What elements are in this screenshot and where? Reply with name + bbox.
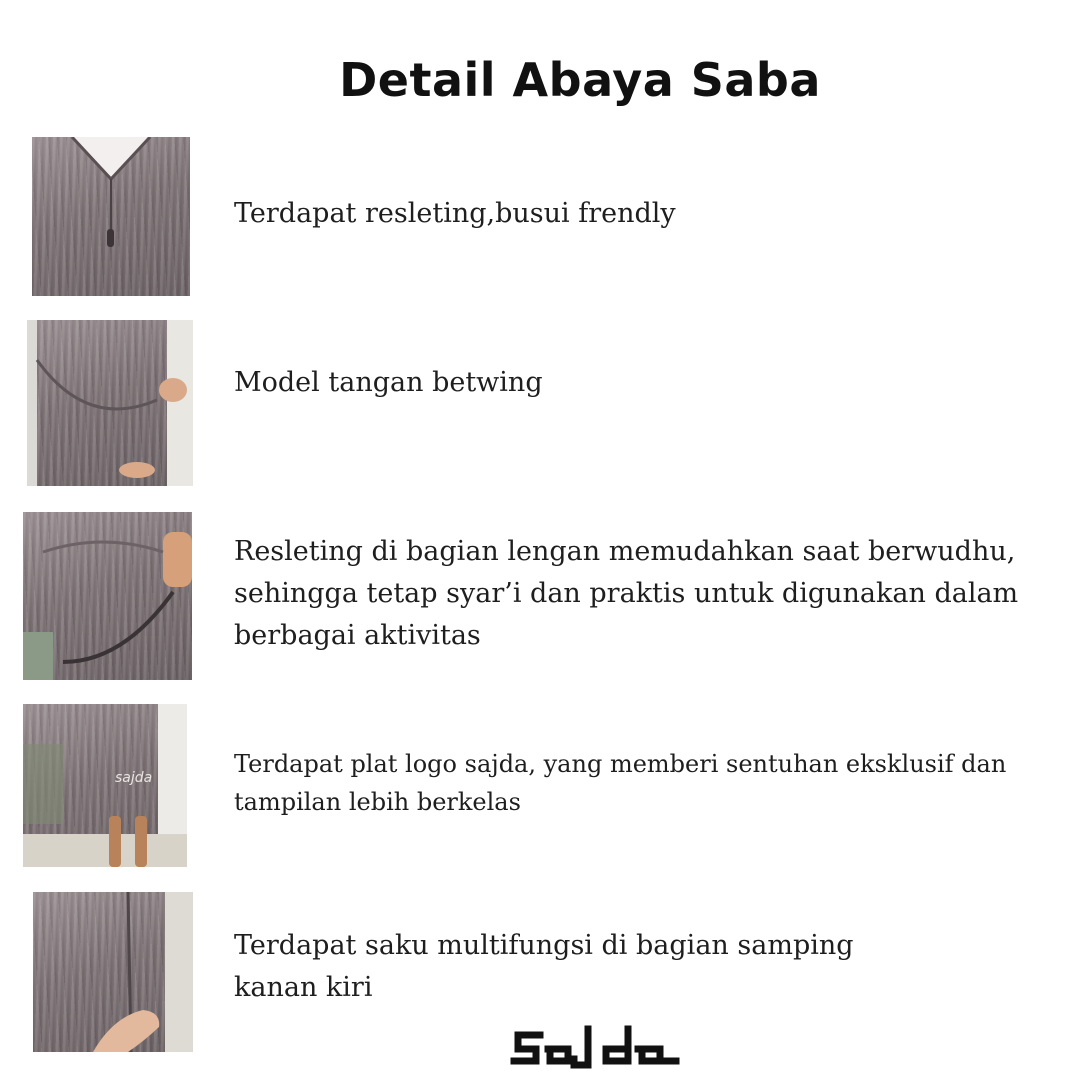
sajda-logo [510, 1015, 680, 1075]
feature-line: Model tangan betwing [234, 367, 543, 398]
feature-text-3 [234, 531, 1018, 657]
sleeve-zipper-illustration [23, 512, 192, 680]
feature-line: sehingga tetap syar’i dan praktis untuk digunakan dalam [234, 578, 1019, 609]
feature-line: tampilan lebih berkelas [234, 788, 521, 816]
feature-text-4 [234, 745, 1006, 821]
sleeve-zipper-photo [23, 512, 192, 680]
feature-text-2 [234, 362, 543, 404]
neckline-zipper-photo [32, 137, 190, 296]
feature-text-1 [234, 193, 676, 235]
feature-line: Resleting di bagian lengan memudahkan saat berwudhu, [234, 536, 1016, 567]
feature-text-5 [234, 925, 854, 1009]
feature-line: Terdapat plat logo sajda, yang memberi sentuhan eksklusif dan [234, 750, 1007, 778]
side-pocket-photo [33, 892, 193, 1052]
logo-plate-photo [23, 704, 187, 867]
feature-line: Terdapat saku multifungsi di bagian samping [234, 930, 854, 961]
feature-line: berbagai aktivitas [234, 620, 481, 651]
neckline-zipper-illustration [32, 137, 190, 296]
side-pocket-illustration [33, 892, 193, 1052]
batwing-sleeve-photo [27, 320, 193, 486]
logo-plate-mark: sajda [115, 770, 153, 786]
logo-plate-illustration [23, 704, 187, 867]
batwing-sleeve-illustration [27, 320, 193, 486]
feature-line: kanan kiri [234, 972, 373, 1003]
feature-line: Terdapat resleting,busui frendly [234, 198, 676, 229]
page-title: Detail Abaya Saba [339, 52, 821, 107]
